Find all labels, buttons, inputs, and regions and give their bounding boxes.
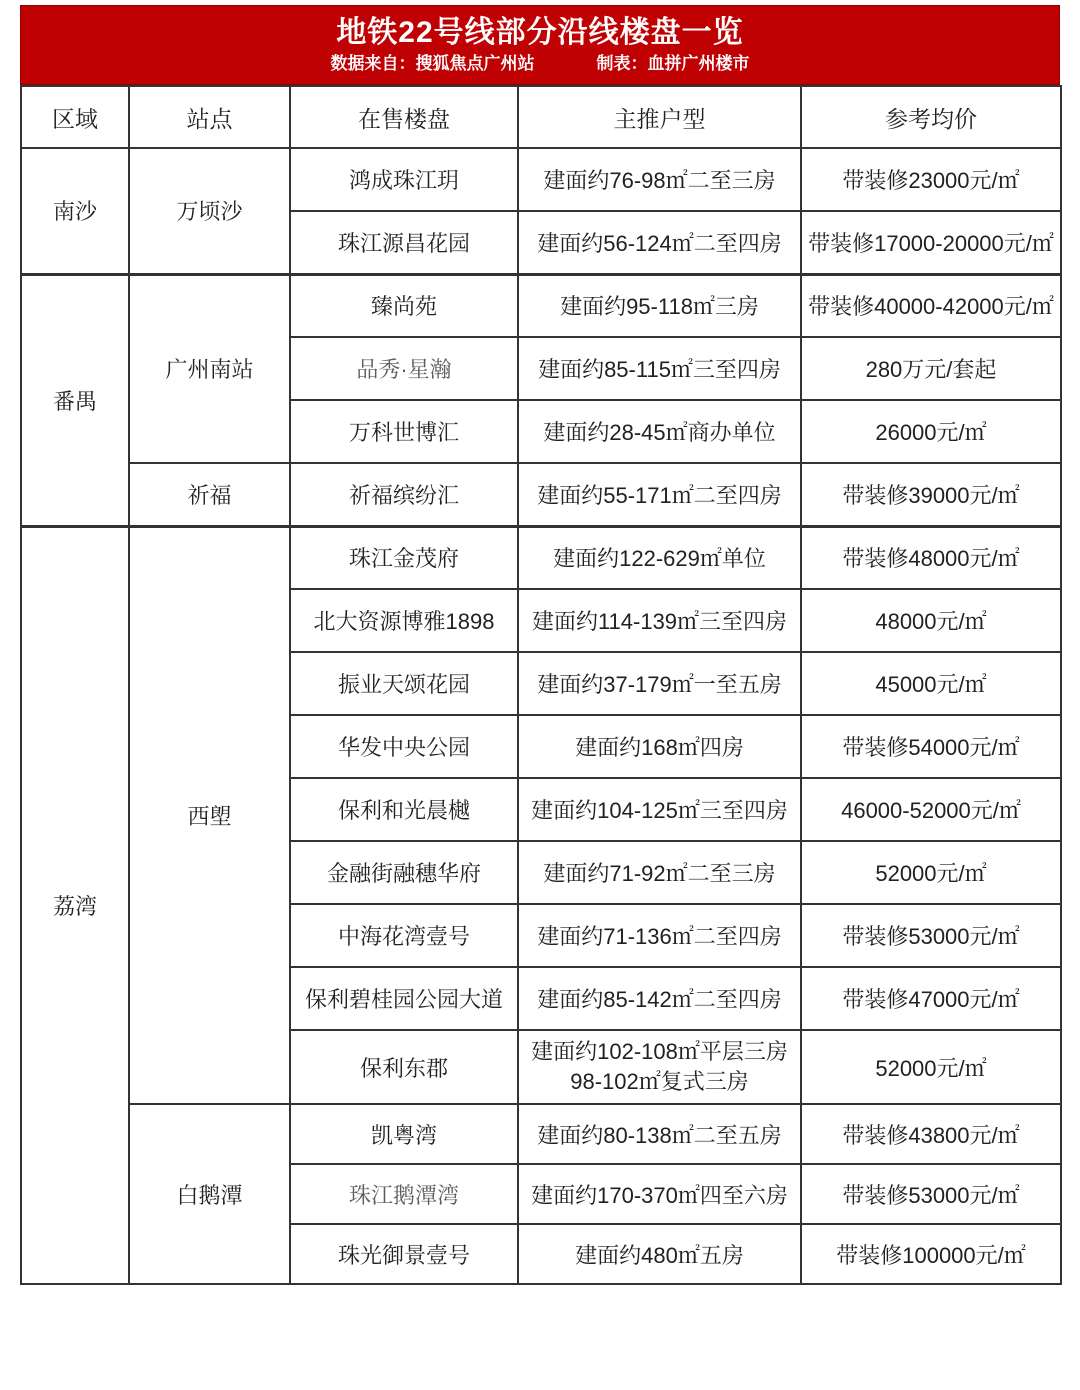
unit-type-cell: 建面约114-139㎡三至四房 [518,589,801,652]
unit-type-line-2: 98-102㎡复式三房 [570,1069,749,1094]
station-cell: 祈福 [129,463,290,526]
property-name-cell: 凯粤湾 [290,1104,518,1164]
unit-type-cell: 建面约104-125㎡三至四房 [518,778,801,841]
property-name-cell: 振业天颂花园 [290,652,518,715]
station-cell: 广州南站 [129,274,290,463]
property-name-cell: 中海花湾壹号 [290,904,518,967]
price-cell: 46000-52000元/㎡ [801,778,1061,841]
unit-type-cell: 建面约71-92㎡二至三房 [518,841,801,904]
col-header-unit-type: 主推户型 [518,86,801,148]
unit-type-cell: 建面约85-142㎡二至四房 [518,967,801,1030]
col-header-region: 区域 [21,86,129,148]
property-name-cell: 珠江源昌花园 [290,211,518,274]
station-cell: 万顷沙 [129,148,290,274]
unit-type-cell: 建面约55-171㎡二至四房 [518,463,801,526]
property-name-cell: 金融街融穗华府 [290,841,518,904]
property-name-cell: 珠江鹅潭湾 [290,1164,518,1224]
region-cell: 荔湾 [21,526,129,1284]
price-cell: 带装修47000元/㎡ [801,967,1061,1030]
table-row [21,274,1061,337]
unit-type-cell: 建面约122-629㎡单位 [518,526,801,589]
price-cell: 52000元/㎡ [801,841,1061,904]
price-cell: 48000元/㎡ [801,589,1061,652]
unit-type-cell: 建面约28-45㎡商办单位 [518,400,801,463]
listings-table [20,85,1062,1285]
unit-type-cell: 建面约95-118㎡三房 [518,274,801,337]
property-name-cell: 鸿成珠江玥 [290,148,518,211]
property-name-cell: 祈福缤纷汇 [290,463,518,526]
price-cell: 带装修39000元/㎡ [801,463,1061,526]
property-name-cell: 保利东郡 [290,1030,518,1104]
price-cell: 带装修43800元/㎡ [801,1104,1061,1164]
price-cell: 带装修53000元/㎡ [801,904,1061,967]
unit-type-cell: 建面约76-98㎡二至三房 [518,148,801,211]
table-row [21,526,1061,589]
unit-type-cell: 建面约56-124㎡二至四房 [518,211,801,274]
price-cell: 带装修48000元/㎡ [801,526,1061,589]
page-title: 地铁22号线部分沿线楼盘一览 [336,16,744,50]
price-cell: 45000元/㎡ [801,652,1061,715]
price-cell: 带装修100000元/㎡ [801,1224,1061,1284]
col-header-avg-price: 参考均价 [801,86,1061,148]
unit-type-cell: 建面约85-115㎡三至四房 [518,337,801,400]
title-banner [20,5,1060,85]
table-row [21,463,1061,526]
property-name-cell: 保利碧桂园公园大道 [290,967,518,1030]
unit-type-cell: 建面约71-136㎡二至四房 [518,904,801,967]
price-cell: 52000元/㎡ [801,1030,1061,1104]
unit-type-cell [518,1030,801,1104]
data-source-label: 数据来自：搜狐焦点广州站 [330,54,535,74]
table-header-row [21,86,1061,148]
region-cell: 南沙 [21,148,129,274]
station-cell: 西塱 [129,526,290,1104]
property-name-cell: 臻尚苑 [290,274,518,337]
unit-type-line-1: 建面约102-108㎡平层三房 [531,1039,788,1065]
property-name-cell: 保利和光晨樾 [290,778,518,841]
price-cell: 带装修23000元/㎡ [801,148,1061,211]
unit-type-cell: 建面约480㎡五房 [518,1224,801,1284]
unit-type-cell: 建面约170-370㎡四至六房 [518,1164,801,1224]
price-cell: 280万元/套起 [801,337,1061,400]
price-cell: 26000元/㎡ [801,400,1061,463]
banner-subtitle [21,55,1059,74]
property-name-cell: 珠江金茂府 [290,526,518,589]
table-row [21,1104,1061,1164]
region-cell: 番禺 [21,274,129,526]
price-cell: 带装修53000元/㎡ [801,1164,1061,1224]
unit-type-cell: 建面约80-138㎡二至五房 [518,1104,801,1164]
property-name-cell: 珠光御景壹号 [290,1224,518,1284]
col-header-station: 站点 [129,86,290,148]
property-name-cell: 品秀·星瀚 [290,337,518,400]
unit-type-cell: 建面约168㎡四房 [518,715,801,778]
table-maker-label: 制表：血拼广州楼市 [596,54,750,74]
station-cell: 白鹅潭 [129,1104,290,1284]
property-name-cell: 北大资源博雅1898 [290,589,518,652]
unit-type-cell: 建面约37-179㎡一至五房 [518,652,801,715]
price-cell: 带装修40000-42000元/㎡ [801,274,1061,337]
price-cell: 带装修17000-20000元/㎡ [801,211,1061,274]
price-cell: 带装修54000元/㎡ [801,715,1061,778]
property-name-cell: 万科世博汇 [290,400,518,463]
col-header-property: 在售楼盘 [290,86,518,148]
table-row [21,148,1061,211]
property-name-cell: 华发中央公园 [290,715,518,778]
